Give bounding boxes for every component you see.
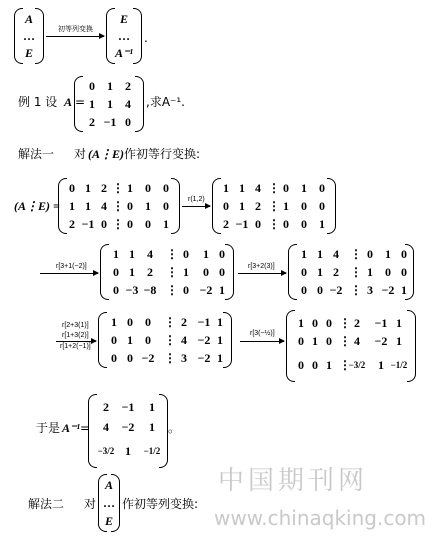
step2-m3: [100, 244, 234, 300]
matrix-cell: 2: [69, 217, 75, 231]
step1-m0: [58, 178, 180, 234]
matrix-cell: 4: [125, 97, 131, 111]
matrix-cell: −3/2: [348, 360, 366, 370]
matrix-cell: 0: [301, 283, 307, 297]
matrix-cell: 0: [113, 265, 119, 279]
matrix-cell: 1: [129, 265, 135, 279]
matrix-cell: 0: [401, 265, 407, 279]
matrix-cell: 1: [69, 199, 75, 213]
matrix-cell: 4: [255, 181, 261, 195]
matrix-cell: 0: [301, 265, 307, 279]
matrix-cell: 2: [147, 265, 153, 279]
matrix-cell: 4: [181, 333, 187, 347]
matrix-separator: ⋮: [166, 247, 178, 261]
matrix-cell: −1: [235, 217, 249, 231]
matrix-cell: −2: [197, 351, 211, 365]
result-prefix: 于是: [36, 421, 61, 435]
matrix-cell: 1: [111, 315, 117, 329]
result-matrix: [88, 394, 168, 468]
step2-arrow2: [238, 273, 286, 274]
matrix-cell: −1: [103, 115, 117, 129]
example-eq: =: [75, 95, 86, 109]
method2-matrix: [98, 474, 120, 532]
matrix-cell: 2: [103, 400, 109, 414]
matrix-cell: −1/2: [390, 360, 408, 370]
matrix-cell: −2: [121, 420, 135, 434]
method2-text-after: 作初等列变换:: [122, 497, 199, 511]
matrix-cell: 1: [326, 358, 332, 372]
method1-text-after: 作初等行变换:: [124, 147, 201, 161]
step1-arrow-label: r(1,2): [188, 196, 205, 203]
matrix-cell: 1: [89, 97, 95, 111]
matrix-cell: E: [104, 514, 113, 528]
matrix-cell: 1: [183, 265, 189, 279]
matrix-separator: ⋮: [164, 315, 176, 329]
matrix-cell: 0: [163, 181, 169, 195]
matrix-cell: 1: [217, 315, 223, 329]
method1-title: 解法一: [18, 147, 55, 161]
matrix-cell: 1: [203, 247, 209, 261]
matrix-cell: 0: [298, 334, 304, 348]
matrix-separator: ⋮: [164, 351, 176, 365]
matrix-cell: −8: [143, 283, 157, 297]
matrix-separator: ⋮: [164, 333, 176, 347]
matrix-cell: 0: [113, 283, 119, 297]
matrix-cell: −2: [197, 333, 211, 347]
step3-arrow: [56, 341, 96, 342]
matrix-cell: 0: [111, 351, 117, 365]
matrix-cell: 1: [396, 334, 402, 348]
matrix-cell: 1: [217, 351, 223, 365]
matrix-separator: ⋮: [112, 199, 124, 213]
matrix-cell: 0: [301, 199, 307, 213]
matrix-cell: 0: [326, 316, 332, 330]
matrix-separator: ⋮: [112, 217, 124, 231]
matrix-cell: −2: [199, 283, 213, 297]
matrix-cell: 0: [283, 181, 289, 195]
matrix-cell: A: [104, 478, 113, 492]
matrix-cell: …: [118, 29, 130, 43]
matrix-cell: 1: [396, 316, 402, 330]
matrix-separator: ⋮: [339, 334, 351, 348]
example-matrix: [74, 76, 144, 132]
matrix-cell: 0: [89, 79, 95, 93]
matrix-cell: 0: [319, 181, 325, 195]
matrix-separator: ⋮: [112, 181, 124, 195]
matrix-cell: 1: [107, 97, 113, 111]
step3-arrow-label-3: r[1+2(−1)]: [60, 343, 91, 350]
matrix-cell: 0: [145, 333, 151, 347]
matrix-cell: 0: [385, 265, 391, 279]
matrix-cell: −1/2: [143, 446, 161, 456]
result-eq: =: [80, 421, 91, 435]
matrix-cell: A⁻¹: [115, 46, 133, 60]
step3-m6: [286, 310, 416, 382]
matrix-cell: 1: [239, 181, 245, 195]
matrix-separator: ⋮: [268, 181, 280, 195]
matrix-cell: E: [119, 12, 128, 26]
matrix-cell: 0: [127, 315, 133, 329]
matrix-separator: ⋮: [268, 199, 280, 213]
matrix-cell: 1: [301, 181, 307, 195]
matrix-cell: 1: [149, 400, 155, 414]
matrix-cell: 1: [127, 333, 133, 347]
step3-arrow-label2: r[3(−½)]: [250, 330, 275, 337]
watermark-cn: 中国期刊网: [218, 466, 369, 496]
matrix-cell: 0: [163, 199, 169, 213]
matrix-cell: 0: [219, 247, 225, 261]
matrix-cell: 3: [367, 283, 373, 297]
matrix-cell: 0: [127, 199, 133, 213]
matrix-cell: 1: [145, 199, 151, 213]
matrix-cell: 1: [385, 247, 391, 261]
matrix-cell: 1: [125, 444, 131, 458]
example-suffix: ,求A⁻¹.: [146, 95, 185, 109]
matrix-separator: ⋮: [350, 247, 362, 261]
matrix-cell: 2: [89, 115, 95, 129]
matrix-cell: 1: [367, 265, 373, 279]
matrix-cell: 0: [255, 217, 261, 231]
matrix-cell: 0: [317, 283, 323, 297]
matrix-cell: 1: [317, 247, 323, 261]
matrix-cell: −1: [197, 315, 211, 329]
matrix-cell: 1: [317, 265, 323, 279]
matrix-cell: 0: [203, 265, 209, 279]
matrix-cell: 1: [107, 79, 113, 93]
matrix-cell: −2: [381, 283, 395, 297]
matrix-separator: ⋮: [339, 358, 351, 372]
matrix-cell: 1: [319, 217, 325, 231]
matrix-cell: 2: [181, 315, 187, 329]
matrix-cell: 1: [298, 316, 304, 330]
matrix-cell: 0: [127, 351, 133, 365]
matrix-cell: 4: [103, 420, 109, 434]
step1-m2: [212, 178, 336, 234]
matrix-cell: −1: [121, 400, 135, 414]
matrix-cell: 0: [145, 181, 151, 195]
matrix-cell: 0: [183, 283, 189, 297]
matrix-cell: A: [24, 12, 33, 26]
matrix-cell: 4: [101, 199, 107, 213]
matrix-cell: 0: [101, 217, 107, 231]
matrix-separator: ⋮: [350, 265, 362, 279]
matrix-cell: 1: [239, 199, 245, 213]
matrix-cell: 0: [145, 315, 151, 329]
step1-arrow: [182, 206, 210, 207]
matrix-cell: 2: [333, 265, 339, 279]
matrix-cell: 1: [85, 181, 91, 195]
matrix-cell: 4: [147, 247, 153, 261]
step2-arrow-label2: r[3+2(3)]: [248, 263, 275, 270]
matrix-cell: 2: [125, 79, 131, 93]
watermark-url: www.chinaqking.com: [214, 506, 427, 530]
matrix-cell: 1: [217, 333, 223, 347]
matrix-cell: …: [23, 29, 35, 43]
matrix-cell: 0: [312, 316, 318, 330]
step3-arrow2: [240, 341, 284, 342]
matrix-cell: −2: [374, 334, 388, 348]
matrix-cell: 1: [113, 247, 119, 261]
matrix-cell: 0: [145, 217, 151, 231]
method1-text-before: 对: [74, 147, 87, 161]
method2-text-before: 对: [84, 497, 97, 511]
matrix-cell: 0: [298, 358, 304, 372]
step2-m4: [288, 244, 414, 300]
matrix-cell: −2: [141, 351, 155, 365]
matrix-cell: 4: [333, 247, 339, 261]
matrix-cell: 0: [125, 115, 131, 129]
matrix-cell: 2: [255, 199, 261, 213]
matrix-cell: 1: [312, 334, 318, 348]
result-end: 。: [168, 421, 181, 435]
matrix-cell: 0: [111, 333, 117, 347]
result-A-inv: A⁻¹: [62, 421, 80, 435]
step3-m5: [98, 312, 232, 368]
step2-arrow: [40, 273, 98, 274]
matrix-cell: 1: [401, 283, 407, 297]
step3-arrow-label-1: r[2+3(1)]: [62, 322, 89, 329]
matrix-cell: 0: [219, 265, 225, 279]
matrix-cell: 1: [85, 199, 91, 213]
matrix-cell: 0: [69, 181, 75, 195]
matrix-separator: ⋮: [350, 283, 362, 297]
matrix-cell: 4: [354, 334, 360, 348]
matrix-cell: 0: [283, 217, 289, 231]
matrix-separator: ⋮: [339, 316, 351, 330]
top-arrow: [46, 36, 104, 37]
matrix-cell: −2: [329, 283, 343, 297]
matrix-cell: 2: [354, 316, 360, 330]
matrix-cell: 2: [223, 217, 229, 231]
matrix-cell: 1: [223, 181, 229, 195]
matrix-cell: 0: [223, 199, 229, 213]
matrix-cell: −3: [125, 283, 139, 297]
step1-lhs: (A⋮E) =: [14, 199, 60, 213]
method2-title: 解法二: [28, 497, 65, 511]
matrix-cell: 1: [129, 247, 135, 261]
matrix-cell: 0: [312, 358, 318, 372]
method1-paren: (A⋮E): [88, 147, 125, 161]
matrix-cell: 3: [181, 351, 187, 365]
matrix-cell: 1: [301, 247, 307, 261]
matrix-cell: −1: [81, 217, 95, 231]
top-arrow-label: 初等列变换: [58, 26, 93, 33]
matrix-separator: ⋮: [166, 283, 178, 297]
matrix-cell: 0: [367, 247, 373, 261]
top-end-dot: .: [144, 31, 148, 45]
matrix-cell: −1: [374, 316, 388, 330]
matrix-cell: 0: [319, 199, 325, 213]
matrix-cell: 0: [127, 217, 133, 231]
matrix-cell: 1: [283, 199, 289, 213]
example-prefix: 例 1 设: [18, 95, 58, 109]
top-left-matrix: [14, 8, 44, 64]
matrix-separator: ⋮: [268, 217, 280, 231]
matrix-cell: …: [103, 496, 115, 510]
matrix-cell: 0: [183, 247, 189, 261]
matrix-cell: 1: [149, 420, 155, 434]
matrix-cell: 0: [326, 334, 332, 348]
matrix-cell: 1: [163, 217, 169, 231]
matrix-cell: −3/2: [97, 446, 115, 456]
step3-arrow-label-2: r[1+3(2)]: [62, 332, 89, 339]
matrix-cell: 1: [378, 358, 384, 372]
matrix-cell: E: [24, 46, 33, 60]
example-A: A: [64, 95, 73, 109]
top-right-matrix: [106, 8, 142, 64]
matrix-cell: 1: [219, 283, 225, 297]
step2-arrow-label: r[3+1(−2)]: [56, 263, 87, 270]
matrix-cell: 0: [301, 217, 307, 231]
matrix-cell: 2: [101, 181, 107, 195]
matrix-cell: 0: [401, 247, 407, 261]
matrix-separator: ⋮: [166, 265, 178, 279]
method1-paren-content: A⋮E: [92, 147, 121, 161]
matrix-cell: 1: [127, 181, 133, 195]
